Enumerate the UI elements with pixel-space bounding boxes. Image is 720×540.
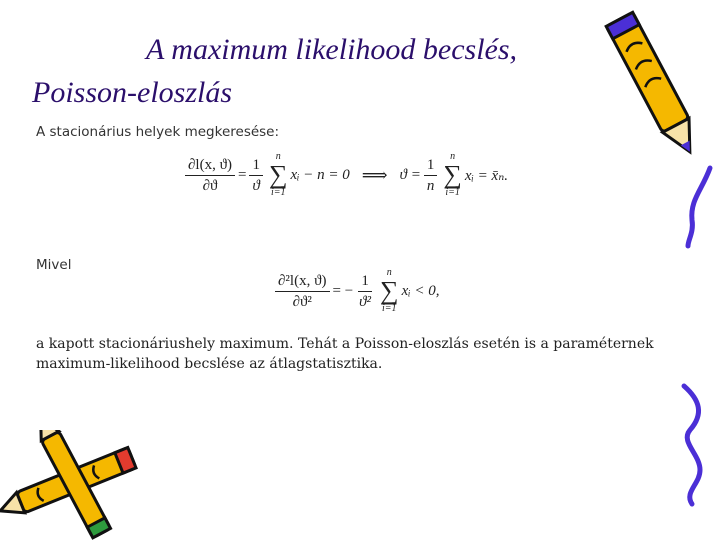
- conclusion-text: a kapott stacionáriushely maximum. Tehát a Poisson-eloszlás esetén is a paraméternek maximum-likelihood becslése az átlagstatisztika.: [36, 336, 654, 372]
- stationary-equation: [182, 152, 508, 198]
- sum-lower-limit: i=1: [445, 187, 460, 198]
- fraction-denominator: ϑ²: [359, 293, 372, 310]
- sum-operator: [443, 152, 462, 198]
- fraction-numerator: 1: [249, 156, 263, 176]
- fraction-numerator: ∂²l(x, ϑ): [275, 272, 330, 292]
- second-derivative-fraction: [275, 272, 330, 311]
- coefficient-fraction: [356, 272, 374, 311]
- pencil-icon: [600, 0, 720, 175]
- slide-title-line2: Poisson-eloszlás: [32, 76, 233, 109]
- fraction-numerator: 1: [424, 156, 438, 176]
- slide-title-line1: A maximum likelihood becslés,: [146, 33, 518, 66]
- sum-lower-limit: i=1: [270, 187, 286, 198]
- fraction-denominator: n: [426, 177, 435, 194]
- sum-term: xᵢ < 0,: [401, 282, 440, 299]
- second-derivative-equation: [272, 268, 439, 314]
- fraction-numerator: ∂l(x, ϑ): [185, 156, 235, 176]
- crossed-pencils-icon: [0, 430, 150, 540]
- sum-term: xᵢ − n = 0: [290, 166, 350, 183]
- sum-upper-limit: n: [275, 151, 281, 162]
- sum-term: xᵢ = x̄ₙ.: [464, 167, 509, 184]
- sum-symbol: ∑: [268, 160, 288, 189]
- partial-derivative-fraction: [185, 156, 235, 195]
- estimator-variable: ϑ =: [399, 166, 421, 183]
- implies-arrow: ⟹: [361, 164, 388, 185]
- sum-operator: [380, 268, 399, 314]
- equals-sign: =: [238, 166, 247, 183]
- mivel-text: Mivel: [36, 257, 72, 273]
- sum-lower-limit: i=1: [382, 303, 397, 314]
- intro-text: A stacionárius helyek megkeresése:: [36, 124, 280, 140]
- squiggle-decoration: [670, 380, 720, 510]
- sum-symbol: ∑: [380, 276, 399, 305]
- sum-upper-limit: n: [386, 267, 392, 278]
- fraction-denominator: ∂ϑ: [202, 177, 218, 194]
- equals-minus-sign: = −: [332, 282, 354, 299]
- sum-symbol: ∑: [443, 160, 462, 189]
- coefficient-fraction: [424, 156, 438, 195]
- squiggle-decoration: [680, 160, 720, 250]
- sum-upper-limit: n: [450, 151, 456, 162]
- fraction-numerator: 1: [358, 272, 372, 292]
- coefficient-fraction: [249, 156, 263, 195]
- fraction-denominator: ∂ϑ²: [292, 293, 312, 310]
- sum-operator: [269, 152, 288, 198]
- fraction-denominator: ϑ: [252, 177, 260, 194]
